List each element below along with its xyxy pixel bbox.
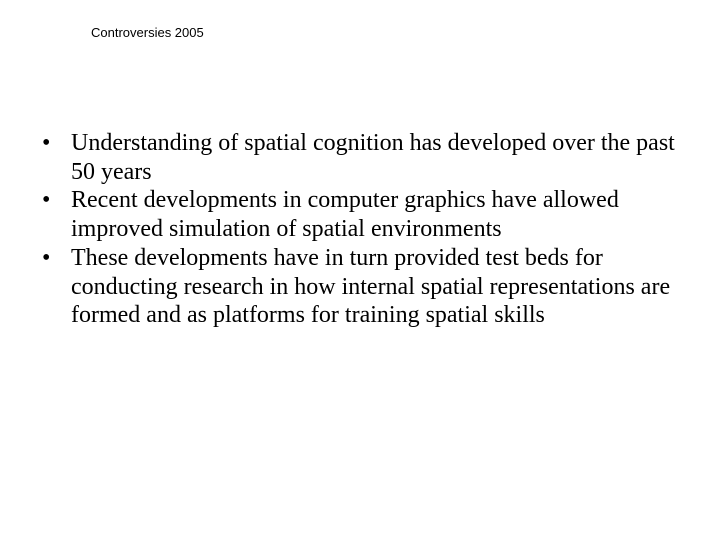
- bullet-item: • Recent developments in computer graphics have allowed improved simulation of spatial environments: [42, 186, 702, 243]
- slide-header: Controversies 2005: [91, 25, 204, 40]
- bullet-list: [42, 129, 702, 330]
- bullet-item: • Understanding of spatial cognition has developed over the past 50 years: [42, 129, 702, 186]
- bullet-item: • These developments have in turn provided test beds for conducting research in how internal spatial representations are formed and as platforms for training spatial skills: [42, 244, 702, 330]
